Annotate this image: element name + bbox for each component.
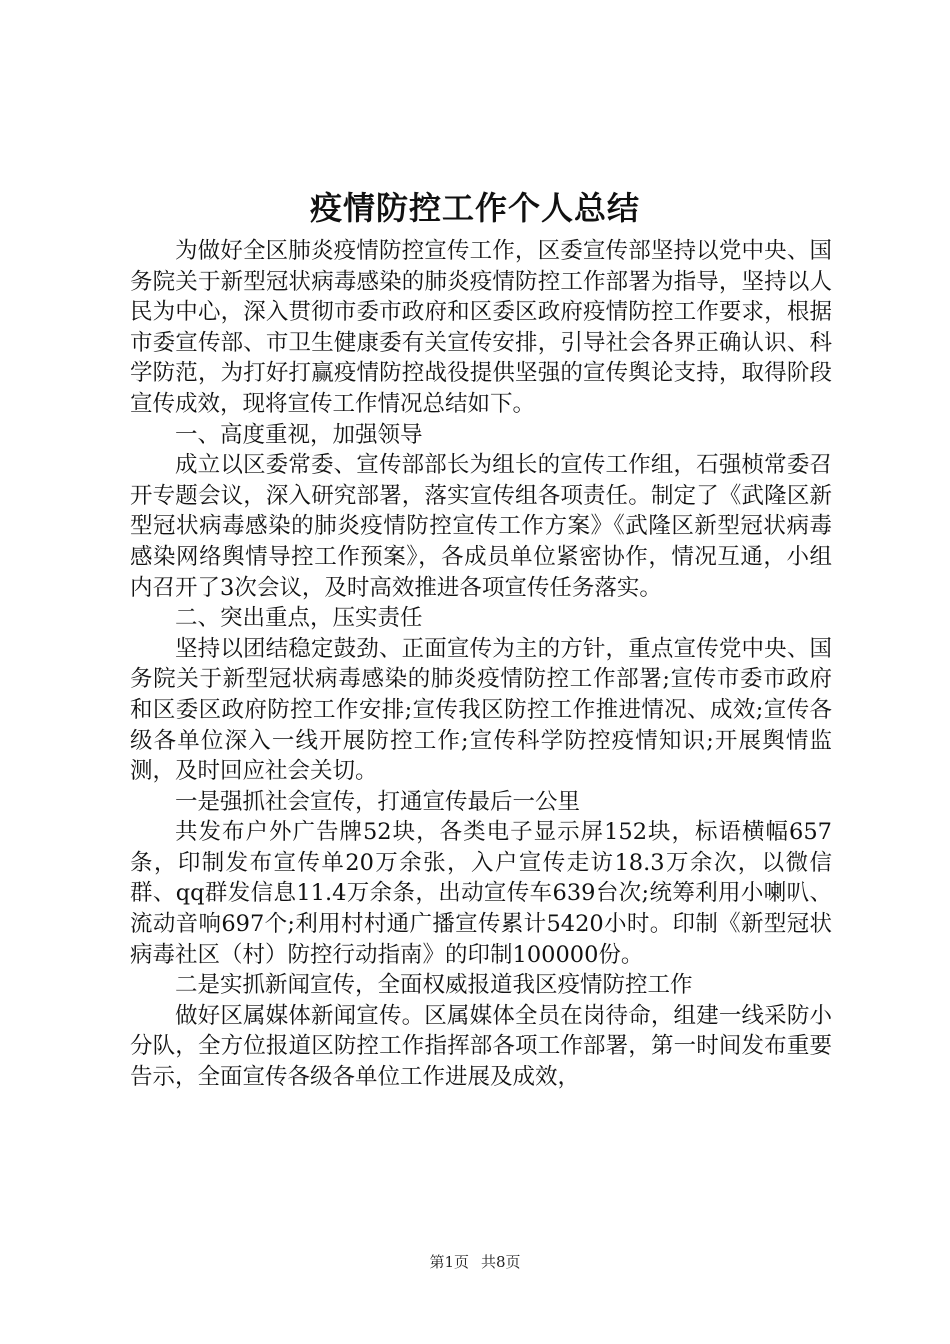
paragraph-section-2: 坚持以团结稳定鼓劲、正面宣传为主的方针，重点宣传党中央、国务院关于新型冠状病毒感染的肺炎疫情防控工作部署;宣传市委市政府和区委区政府防控工作安排;宣传我区防控工作推进情况、成效;宣传各级各单位深入一线开展防控工作;宣传科学防控疫情知识;开展舆情监测，及时回应社会关切。 (130, 635, 832, 785)
paragraph-intro: 为做好全区肺炎疫情防控宣传工作，区委宣传部坚持以党中央、国务院关于新型冠状病毒感染的肺炎疫情防控工作部署为指导，坚持以人民为中心，深入贯彻市委市政府和区委区政府疫情防控工作要求，根据市委宣传部、市卫生健康委有关宣传安排，引导社会各界正确认识、科学防范，为打好打赢疫情防控战役提供坚强的宣传舆论支持，取得阶段宣传成效，现将宣传工作情况总结如下。 (130, 238, 832, 417)
document-body (130, 236, 832, 1093)
section-heading-1: 一、高度重视，加强领导 (175, 421, 423, 448)
paragraph-section-1: 成立以区委常委、宣传部部长为组长的宣传工作组，石强桢常委召开专题会议，深入研究部署，落实宣传组各项责任。制定了《武隆区新型冠状病毒感染的肺炎疫情防控宣传工作方案》《武隆区新型冠状病毒感染网络舆情导控工作预案》，各成员单位紧密协作，情况互通，小组内召开了3次会议，及时高效推进各项宣传任务落实。 (130, 452, 832, 601)
paragraph-subsection-2: 做好区属媒体新闻宣传。区属媒体全员在岗待命，组建一线采防小分队，全方位报道区防控工作指挥部各项工作部署，第一时间发布重要告示，全面宣传各级各单位工作进展及成效， (130, 1002, 832, 1091)
paragraph-subsection-1: 共发布户外广告牌52块，各类电子显示屏152块，标语横幅657条，印制发布宣传单20万余张，入户宣传走访18.3万余次，以微信群、qq群发信息11.4万余条，出动宣传车639台次;统筹利用小喇叭、流动音响697个;利用村村通广播宣传累计5420小时。印制《新型冠状病毒社区（村）防控行动指南》的印制100000份。 (130, 819, 832, 968)
page-number-current: 第1页 (429, 1253, 469, 1271)
subsection-heading-2: 二是实抓新闻宣传，全面权威报道我区疫情防控工作 (175, 972, 693, 999)
page-number-total: 共8页 (481, 1253, 521, 1271)
document-title: 疫情防控工作个人总结 (309, 189, 640, 227)
page-footer (0, 1252, 950, 1272)
subsection-heading-1: 一是强抓社会宣传，打通宣传最后一公里 (175, 788, 581, 815)
section-heading-2: 二、突出重点，压实责任 (175, 605, 423, 632)
